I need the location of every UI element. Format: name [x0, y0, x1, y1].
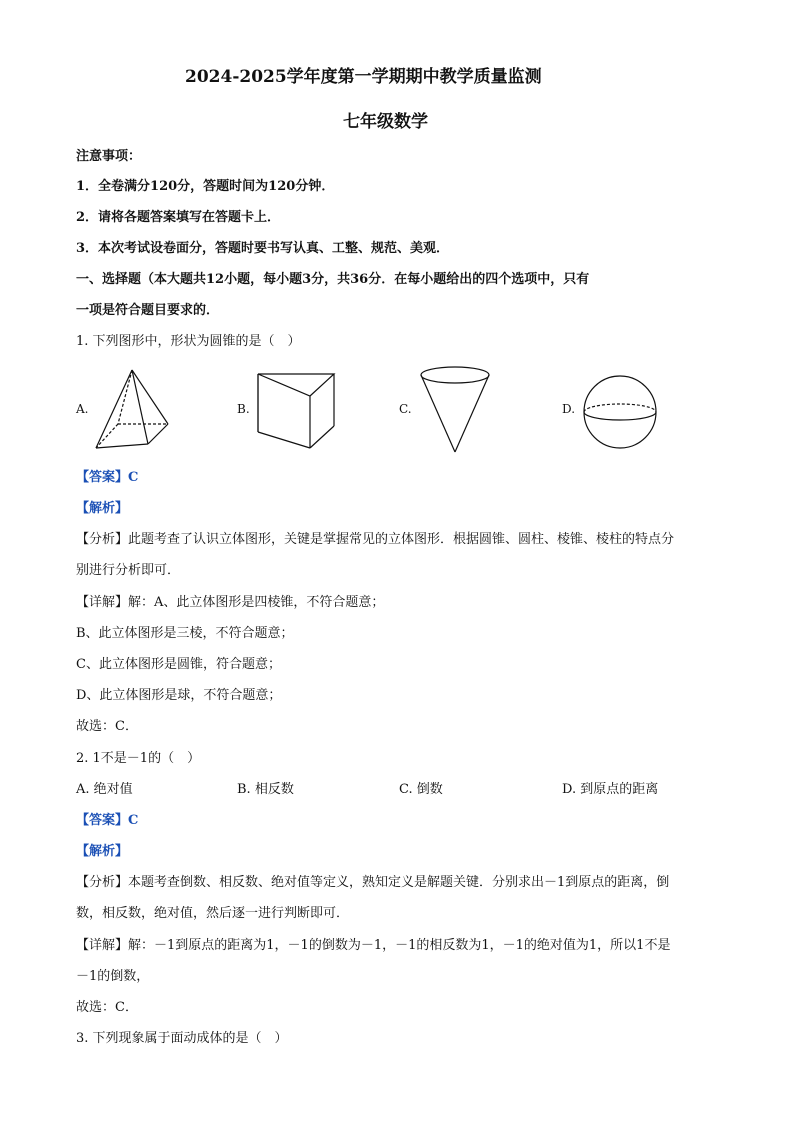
- q2-option-a: A. 绝对值: [76, 782, 133, 797]
- q2-option-c: C. 倒数: [399, 782, 443, 797]
- q2-detail-line1: 【详解】解：－1到原点的距离为1，－1的倒数为－1，－1的相反数为1，－1的绝对值为1，所以1不是: [76, 938, 671, 953]
- q2-answer: 【答案】C: [76, 813, 139, 828]
- q2-conclusion: 故选：C．: [76, 1000, 138, 1015]
- q1-analysis-line1: 【分析】此题考查了认识立体图形，关键是掌握常见的立体图形．根据圆锥、圆柱、棱锥、棱柱的特点分: [76, 532, 675, 547]
- q2-analysis-line1: 【分析】本题考查倒数、相反数、绝对值等定义，熟知定义是解题关键．分别求出－1到原点的距离，倒: [76, 875, 670, 890]
- q1-option-b-label: B.: [237, 402, 250, 416]
- notice-heading: 注意事项：: [76, 149, 142, 164]
- page-subtitle: 七年级数学: [343, 112, 428, 132]
- q2-analysis-tag: 【解析】: [76, 844, 129, 859]
- q1-analysis-line2: 别进行分析即可．: [76, 563, 181, 578]
- q1-detail-line: C、此立体图形是圆锥，符合题意；: [76, 657, 281, 672]
- sphere-icon: [580, 372, 660, 452]
- section-heading-line2: 一项是符合题目要求的．: [76, 303, 220, 318]
- q1-option-a-label: A.: [76, 402, 89, 416]
- question-2-stem: 2. 1不是－1的（ ）: [76, 751, 201, 766]
- q1-answer: 【答案】C: [76, 470, 139, 485]
- question-3-stem: 3. 下列现象属于面动成体的是（ ）: [76, 1031, 288, 1046]
- q2-detail-line2: －1的倒数，: [76, 969, 150, 984]
- q2-option-b: B. 相反数: [237, 782, 294, 797]
- question-1-stem: 1. 下列图形中，形状为圆锥的是（ ）: [76, 334, 301, 349]
- q2-analysis-line2: 数，相反数，绝对值，然后逐一进行判断即可．: [76, 906, 350, 921]
- square-pyramid-icon: [92, 366, 172, 454]
- q1-detail-line: 【详解】解：A、此立体图形是四棱锥，不符合题意；: [76, 595, 385, 610]
- triangular-prism-icon: [254, 370, 338, 452]
- cone-icon: [418, 364, 492, 456]
- page-title: 2024-2025学年度第一学期期中教学质量监测: [185, 67, 542, 87]
- q1-conclusion: 故选：C．: [76, 719, 138, 734]
- notice-item: 2．请将各题答案填写在答题卡上．: [76, 210, 281, 225]
- section-heading-line1: 一、选择题（本大题共12小题，每小题3分，共36分．在每小题给出的四个选项中，只有: [76, 272, 590, 287]
- q1-detail-line: B、此立体图形是三棱，不符合题意；: [76, 626, 294, 641]
- notice-item: 1．全卷满分120分，答题时间为120分钟．: [76, 179, 335, 194]
- q1-option-c-label: C.: [399, 402, 412, 416]
- q1-option-d-label: D.: [562, 402, 576, 416]
- q1-detail-line: D、此立体图形是球，不符合题意；: [76, 688, 282, 703]
- notice-item: 3．本次考试设卷面分，答题时要书写认真、工整、规范、美观．: [76, 241, 450, 256]
- q1-analysis-tag: 【解析】: [76, 501, 129, 516]
- q2-option-d: D. 到原点的距离: [562, 782, 659, 797]
